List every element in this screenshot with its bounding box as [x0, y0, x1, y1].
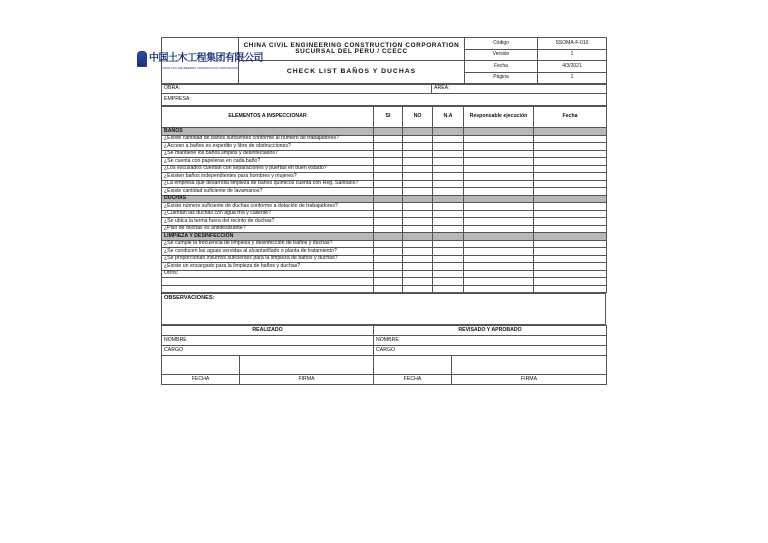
meta-page-value: 1 [538, 72, 607, 84]
table-row [162, 150, 607, 158]
table-row [162, 158, 607, 166]
table-row [162, 188, 607, 196]
responsible-field[interactable] [464, 270, 534, 278]
no-checkbox[interactable] [403, 203, 433, 211]
responsible-field[interactable] [464, 240, 534, 248]
si-checkbox[interactable] [374, 270, 403, 278]
si-checkbox[interactable] [374, 203, 403, 211]
meta-code-label: Código [465, 38, 538, 50]
document-title: CHECK LIST BAÑOS Y DUCHAS [239, 61, 465, 84]
reviewed-by-signature-label: FIRMA [452, 375, 607, 385]
date-field[interactable] [534, 218, 607, 226]
date-field[interactable] [534, 203, 607, 211]
si-checkbox[interactable] [374, 158, 403, 166]
section-header-row [162, 195, 607, 203]
date-field[interactable] [534, 248, 607, 256]
inspection-item: ¿Se proporcionan insumos suficientes para la limpieza de baños y duchas? [162, 255, 374, 263]
done-by-name-field[interactable]: NOMBRE [162, 336, 374, 346]
na-checkbox[interactable] [433, 285, 464, 293]
si-checkbox[interactable] [374, 135, 403, 143]
done-by-date-label: FECHA [162, 375, 240, 385]
si-checkbox[interactable] [374, 210, 403, 218]
na-checkbox[interactable] [433, 278, 464, 286]
si-checkbox[interactable] [374, 165, 403, 173]
section-title: DUCHAS [162, 195, 374, 203]
section-header-cell [534, 195, 607, 203]
na-checkbox[interactable] [433, 180, 464, 188]
meta-date-value: 4/3/2021 [538, 61, 607, 73]
company-emblem-icon [137, 51, 147, 67]
responsible-field[interactable] [464, 285, 534, 293]
no-checkbox[interactable] [403, 270, 433, 278]
no-checkbox[interactable] [403, 248, 433, 256]
logo-chinese-text: 中国土木工程集团有限公司 [149, 52, 263, 64]
na-checkbox[interactable] [433, 143, 464, 151]
inspection-item: ¿Los escusados cuentan con separaciones y puertas en buen estado? [162, 165, 374, 173]
responsible-field[interactable] [464, 158, 534, 166]
no-checkbox[interactable] [403, 165, 433, 173]
inspection-item: ¿Existe cantidad suficiente de lavamanos? [162, 188, 374, 196]
meta-version-value: 1 [538, 49, 607, 61]
responsible-field[interactable] [464, 180, 534, 188]
responsible-field[interactable] [464, 225, 534, 233]
responsible-field[interactable] [464, 248, 534, 256]
si-checkbox[interactable] [374, 285, 403, 293]
date-field[interactable] [534, 180, 607, 188]
inspection-item: ¿Se ubica la terma fuera del recinto de duchas? [162, 218, 374, 226]
done-by-position-field[interactable]: CARGO [162, 346, 374, 356]
si-checkbox[interactable] [374, 150, 403, 158]
date-field[interactable] [534, 143, 607, 151]
blank-row [162, 278, 607, 286]
no-checkbox[interactable] [403, 263, 433, 271]
inspection-table [161, 106, 607, 293]
si-checkbox[interactable] [374, 218, 403, 226]
inspection-item: ¿Acceso a baños es expedito y libre de obstrucciones? [162, 143, 374, 151]
inspection-item: ¿Piso de duchas es antideslizante? [162, 225, 374, 233]
done-by-signature-box[interactable] [240, 356, 374, 375]
col-si: SI [374, 107, 403, 128]
table-row [162, 248, 607, 256]
si-checkbox[interactable] [374, 143, 403, 151]
logo-subtext: CHINA CIVIL ENGINEERING CONSTRUCTION CORPORATION [162, 66, 238, 70]
responsible-field[interactable] [464, 203, 534, 211]
no-checkbox[interactable] [403, 278, 433, 286]
reviewed-by-signature-box[interactable] [452, 356, 607, 375]
na-checkbox[interactable] [433, 263, 464, 271]
si-checkbox[interactable] [374, 225, 403, 233]
no-checkbox[interactable] [403, 180, 433, 188]
si-checkbox[interactable] [374, 173, 403, 181]
na-checkbox[interactable] [433, 225, 464, 233]
si-checkbox[interactable] [374, 248, 403, 256]
date-field[interactable] [534, 225, 607, 233]
meta-page-label: Página [465, 72, 538, 84]
reviewed-by-name-field[interactable]: NOMBRE [374, 336, 607, 346]
observations-table [161, 293, 606, 325]
no-checkbox[interactable] [403, 210, 433, 218]
section-header-cell [374, 233, 403, 241]
date-field[interactable] [534, 158, 607, 166]
section-header-cell [374, 195, 403, 203]
date-field[interactable] [534, 255, 607, 263]
no-checkbox[interactable] [403, 285, 433, 293]
column-header-row [162, 107, 607, 128]
responsible-field[interactable] [464, 255, 534, 263]
col-responsible: Responsable ejecución [464, 107, 534, 128]
company-name-cell [239, 38, 465, 61]
header-table [149, 37, 607, 84]
date-field[interactable] [534, 210, 607, 218]
date-field[interactable] [534, 150, 607, 158]
section-header-cell [464, 195, 534, 203]
reviewed-by-position-field[interactable]: CARGO [374, 346, 607, 356]
na-checkbox[interactable] [433, 203, 464, 211]
section-header-cell [403, 233, 433, 241]
date-field[interactable] [534, 270, 607, 278]
no-checkbox[interactable] [403, 188, 433, 196]
responsible-field[interactable] [464, 218, 534, 226]
responsible-field[interactable] [464, 150, 534, 158]
blank-row [162, 285, 607, 293]
responsible-field[interactable] [464, 173, 534, 181]
inspection-item: ¿Se cuenta con papeleras en cada baño? [162, 158, 374, 166]
company-logo [149, 38, 263, 84]
date-field[interactable] [534, 278, 607, 286]
no-checkbox[interactable] [403, 158, 433, 166]
inspection-item: ¿Existen baños independientes para hombres y mujeres? [162, 173, 374, 181]
date-field[interactable] [534, 263, 607, 271]
table-row [162, 143, 607, 151]
table-row [162, 263, 607, 271]
project-fields-table [161, 84, 607, 106]
inspection-item: Otros: [162, 270, 374, 278]
no-checkbox[interactable] [403, 143, 433, 151]
responsible-field[interactable] [464, 263, 534, 271]
section-header-cell [534, 128, 607, 136]
inspection-item: ¿Cuentan las duchas con agua fría y caliente? [162, 210, 374, 218]
done-by-date-box[interactable] [162, 356, 240, 375]
na-checkbox[interactable] [433, 248, 464, 256]
table-row [162, 173, 607, 181]
signature-table [161, 325, 607, 385]
si-checkbox[interactable] [374, 263, 403, 271]
na-checkbox[interactable] [433, 135, 464, 143]
section-header-cell [534, 233, 607, 241]
no-checkbox[interactable] [403, 240, 433, 248]
no-checkbox[interactable] [403, 255, 433, 263]
si-checkbox[interactable] [374, 180, 403, 188]
inspection-item: ¿Existe un encargado para la limpieza de baños y duchas? [162, 263, 374, 271]
section-header-cell [374, 128, 403, 136]
table-row [162, 225, 607, 233]
col-date: Fecha [534, 107, 607, 128]
reviewed-by-date-box[interactable] [374, 356, 452, 375]
section-header-cell [464, 128, 534, 136]
date-field[interactable] [534, 188, 607, 196]
section-title: BAÑOS [162, 128, 374, 136]
table-row [162, 165, 607, 173]
area-field[interactable]: ÁREA: [432, 85, 607, 94]
col-na: N.A [433, 107, 464, 128]
table-row [162, 240, 607, 248]
meta-version-label: Versión [465, 49, 538, 61]
responsible-field[interactable] [464, 135, 534, 143]
inspection-item: ¿Se mantiene los baños limpios y desinfectados? [162, 150, 374, 158]
na-checkbox[interactable] [433, 158, 464, 166]
inspection-item: ¿La empresa que desarrolla limpieza de baños químicos cuenta con Reg. Sanitario? [162, 180, 374, 188]
na-checkbox[interactable] [433, 173, 464, 181]
blank-item[interactable] [162, 278, 374, 286]
no-checkbox[interactable] [403, 173, 433, 181]
responsible-field[interactable] [464, 143, 534, 151]
si-checkbox[interactable] [374, 240, 403, 248]
responsible-field[interactable] [464, 165, 534, 173]
na-checkbox[interactable] [433, 270, 464, 278]
na-checkbox[interactable] [433, 188, 464, 196]
section-header-row [162, 128, 607, 136]
obra-field[interactable]: OBRA: [162, 85, 432, 94]
no-checkbox[interactable] [403, 150, 433, 158]
no-checkbox[interactable] [403, 135, 433, 143]
inspection-item: ¿Se cumple la frecuencia de limpieza y desinfección de baños y duchas? [162, 240, 374, 248]
observations-field[interactable]: OBSERVACIONES: [162, 294, 606, 325]
table-row [162, 218, 607, 226]
na-checkbox[interactable] [433, 150, 464, 158]
table-row [162, 203, 607, 211]
responsible-field[interactable] [464, 278, 534, 286]
empresa-field[interactable]: EMPRESA: [162, 94, 607, 106]
responsible-field[interactable] [464, 188, 534, 196]
table-row [162, 255, 607, 263]
section-header-cell [433, 195, 464, 203]
si-checkbox[interactable] [374, 255, 403, 263]
no-checkbox[interactable] [403, 218, 433, 226]
na-checkbox[interactable] [433, 255, 464, 263]
col-elements: ELEMENTOS A INSPECCIONAR [162, 107, 374, 128]
si-checkbox[interactable] [374, 278, 403, 286]
company-name: CHINA CIVIL ENGINEERING CONSTRUCTION CORPORATION [243, 41, 460, 49]
table-row [162, 180, 607, 188]
na-checkbox[interactable] [433, 165, 464, 173]
section-title: LIMPIEZA Y DESINFECCIÓN [162, 233, 374, 241]
section-header-cell [464, 233, 534, 241]
inspection-item: ¿Existe número suficiente de duchas conforme a dotación de trabajadores? [162, 203, 374, 211]
company-branch: SUCURSAL DEL PERU / CCECC [295, 48, 408, 55]
table-row [162, 270, 607, 278]
section-header-cell [433, 128, 464, 136]
date-field[interactable] [534, 165, 607, 173]
meta-date-label: Fecha [465, 61, 538, 73]
reviewed-by-date-label: FECHA [374, 375, 452, 385]
checklist-sheet [149, 37, 606, 385]
table-row [162, 210, 607, 218]
meta-code-value: SSOMA-F-010 [538, 38, 607, 50]
reviewed-by-header: REVISADO Y APROBADO [374, 326, 607, 336]
responsible-field[interactable] [464, 210, 534, 218]
section-header-cell [433, 233, 464, 241]
section-header-cell [403, 195, 433, 203]
na-checkbox[interactable] [433, 218, 464, 226]
section-header-cell [403, 128, 433, 136]
na-checkbox[interactable] [433, 240, 464, 248]
done-by-header: REALIZADO [162, 326, 374, 336]
done-by-signature-label: FIRMA [240, 375, 374, 385]
date-field[interactable] [534, 135, 607, 143]
blank-item[interactable] [162, 285, 374, 293]
date-field[interactable] [534, 285, 607, 293]
inspection-item: ¿Se conducen las aguas servidas al alcantarillado o planta de tratamiento? [162, 248, 374, 256]
inspection-item: ¿Existe cantidad de baños suficientes conforme al número de trabajadores? [162, 135, 374, 143]
section-header-row [162, 233, 607, 241]
date-field[interactable] [534, 240, 607, 248]
no-checkbox[interactable] [403, 225, 433, 233]
col-no: NO [403, 107, 433, 128]
na-checkbox[interactable] [433, 210, 464, 218]
date-field[interactable] [534, 173, 607, 181]
si-checkbox[interactable] [374, 188, 403, 196]
table-row [162, 135, 607, 143]
